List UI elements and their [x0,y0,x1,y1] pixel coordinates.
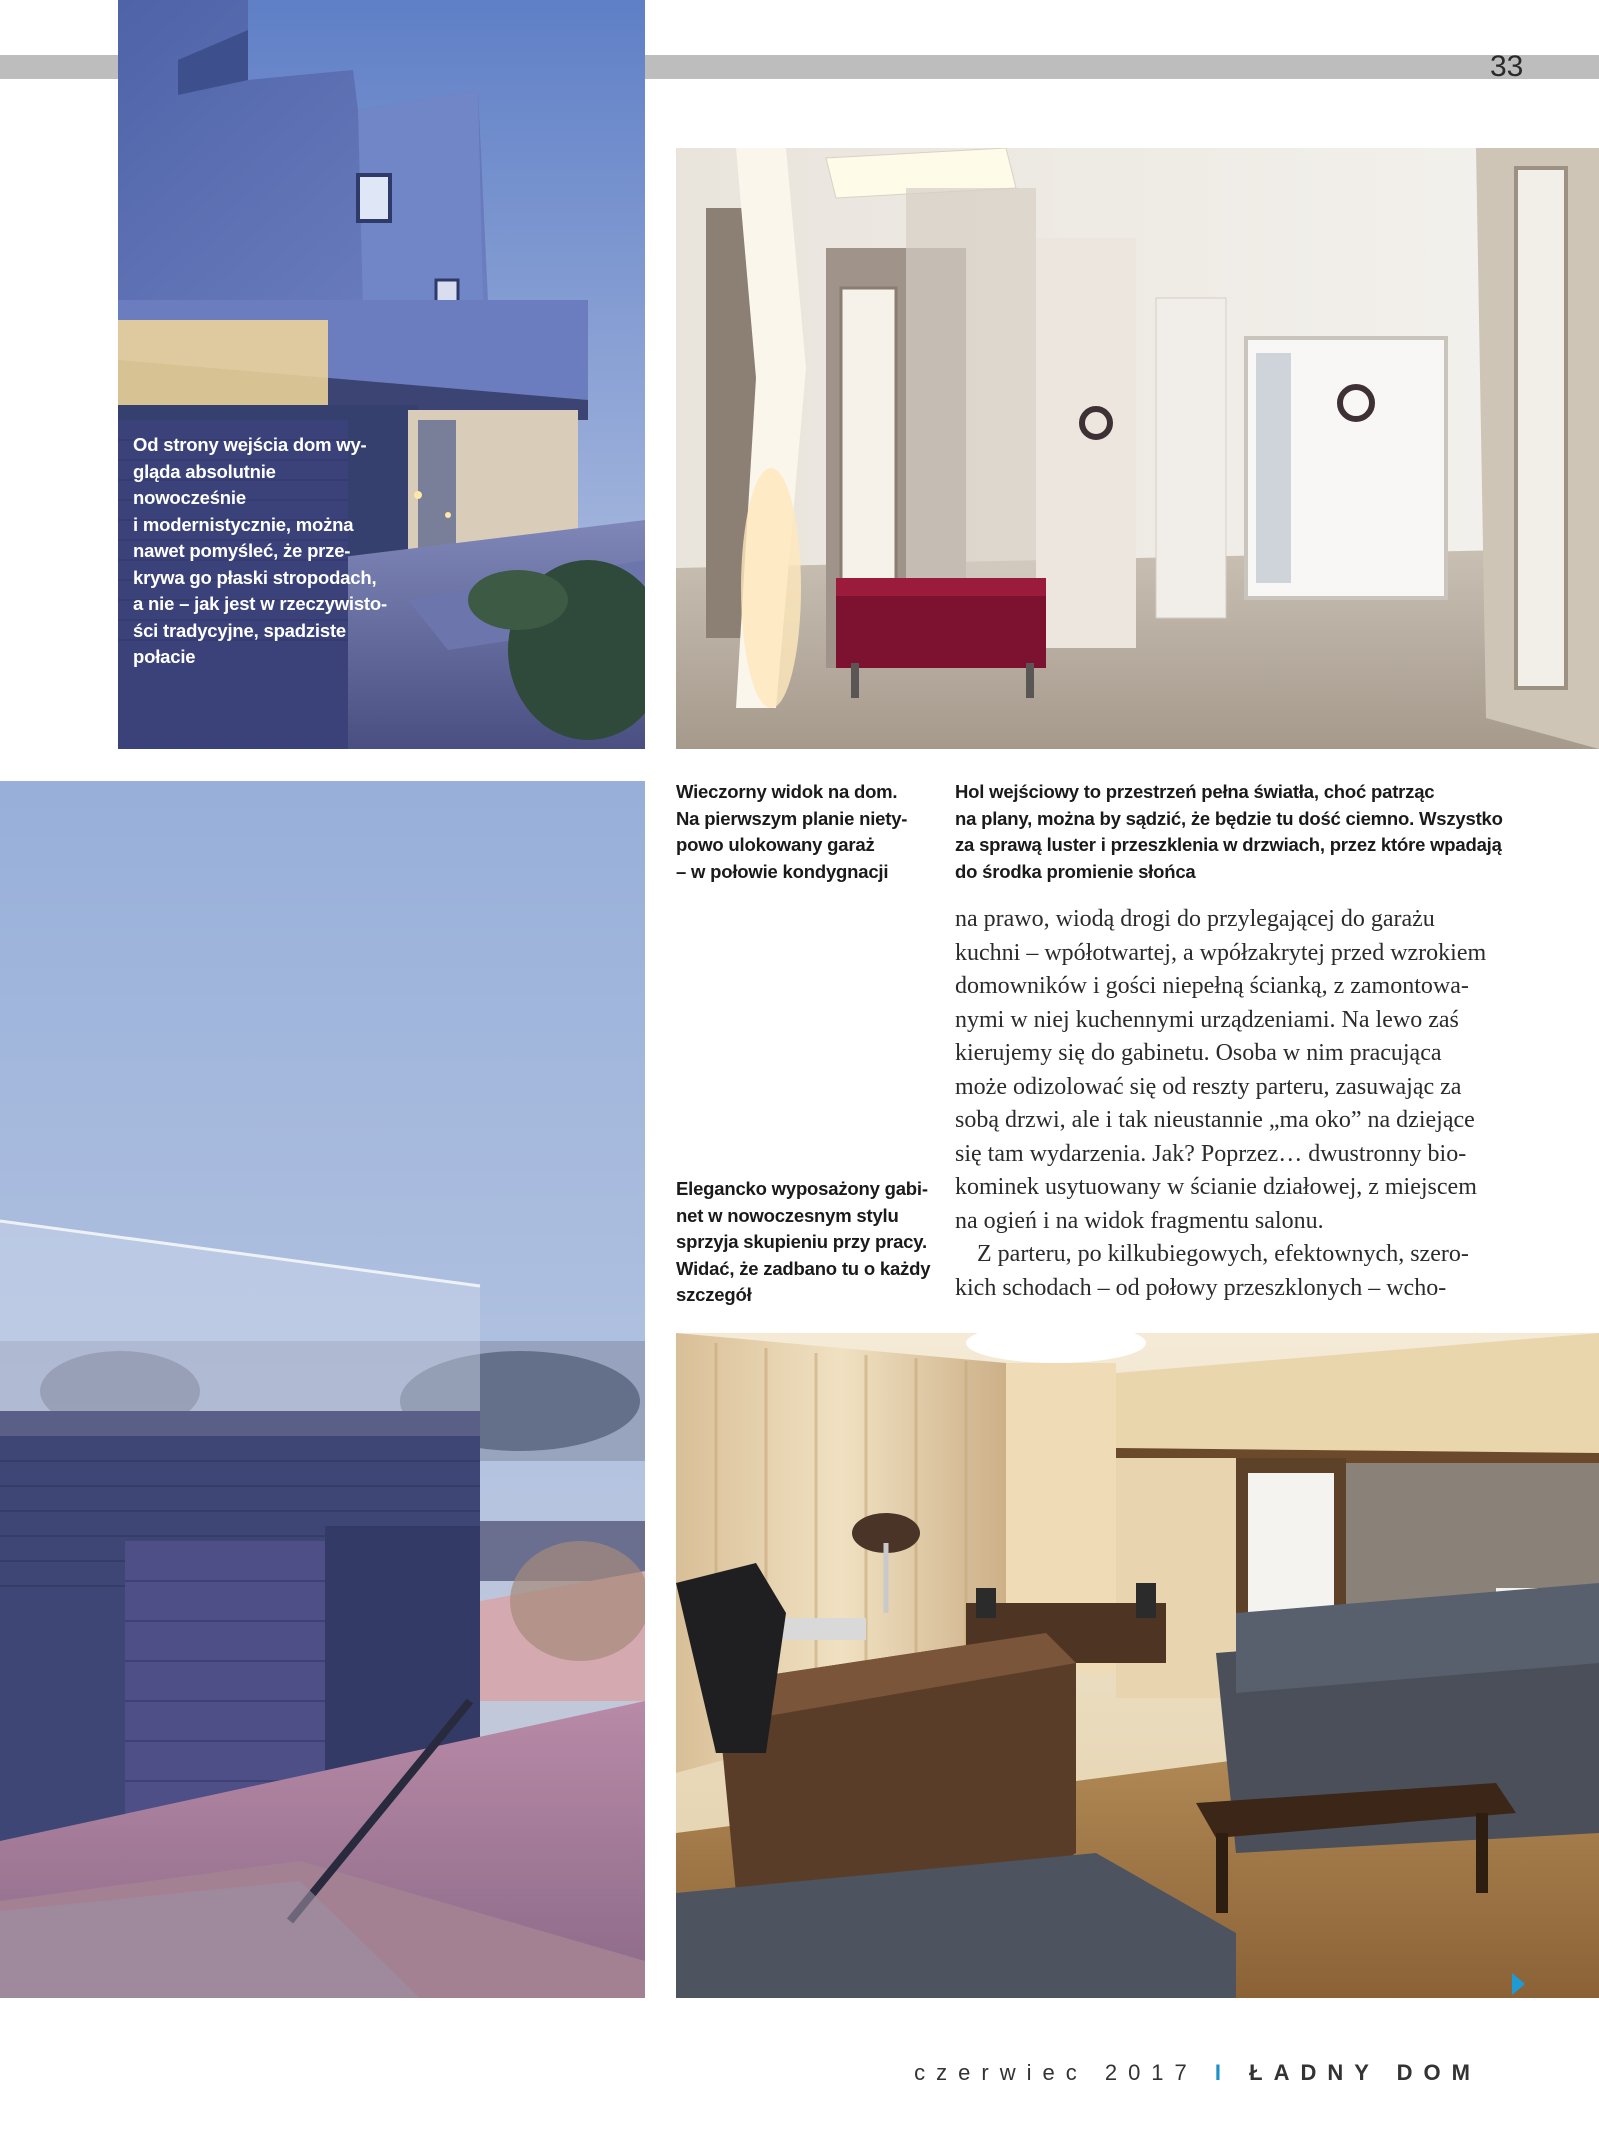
page-footer [914,2060,1481,2086]
article-line: kich schodach – od połowy przeszklonych – wcho- [955,1274,1447,1301]
caption-evening-view: Wieczorny widok na dom. Na pierwszym planie niety- powo ulokowany garaż – w połowie kondygnacji [676,781,908,882]
article-body [955,903,1521,1305]
header-rule-left [0,55,118,79]
article-line: kierujemy się do gabinetu. Osoba w nim pracująca [955,1040,1442,1066]
footer-issue: czerwiec 2017 [914,2060,1198,2085]
article-line: Z parteru, po kilkubiegowych, efektownych, szero- [977,1241,1469,1267]
page-number: 33 [1490,50,1524,83]
article-line: na ogień i na widok fragmentu salonu. [955,1207,1324,1234]
article-line: kuchni – wpółotwartej, a wpółzakrytej przed wzrokiem [955,939,1487,966]
article-line: na prawo, wiodą drogi do przylegającej do garażu [955,906,1435,932]
footer-magazine: ŁADNY DOM [1249,2060,1481,2085]
photo-entrance-hall [676,148,1599,749]
header-rule-right [645,55,1599,79]
article-line: nymi w niej kuchennymi urządzeniami. Na lewo zaś [955,1006,1459,1033]
photo-garage-evening [0,781,645,1998]
photo-study [676,1333,1599,1998]
article-line: sobą drzwi, ale i tak nieustannie „ma oko” na dziejące [955,1107,1475,1133]
caption-front-entrance: Od strony wejścia dom wy- gląda absolutnie nowocześnie i modernistycznie, można nawet pomyśleć, że przе- krywa go płaski stropodach, a nie – jak jest w rzeczywisto- ści tradycyjne, spadziste połacie [133,434,387,667]
article-line: się tam wydarzenia. Jak? Poprzez… dwustronny bio- [955,1140,1467,1167]
article-line: domowników i gości niepełną ścianką, z zamontowa- [955,973,1469,999]
caption-study: Elegancko wyposażony gabi- net w nowoczesnym stylu sprzyja skupieniu przy pracy. Widać, że zadbano tu o każdy szczegół [676,1178,931,1305]
footer-separator: I [1214,2060,1233,2085]
caption-entrance-hall: Hol wejściowy to przestrzeń pełna światła, choć patrząc na plany, można by sądzić, że będzie tu dość ciemno. Wszystko za sprawą luster i przeszklenia w drzwiach, przez które wpadają do środka promienie słońca [955,781,1503,882]
article-line: kominek usytuowany w ścianie działowej, z miejscem [955,1174,1477,1200]
article-line: może odizolować się od reszty parteru, zasuwając za [955,1073,1462,1100]
next-page-arrow-icon[interactable] [1512,1973,1525,1995]
